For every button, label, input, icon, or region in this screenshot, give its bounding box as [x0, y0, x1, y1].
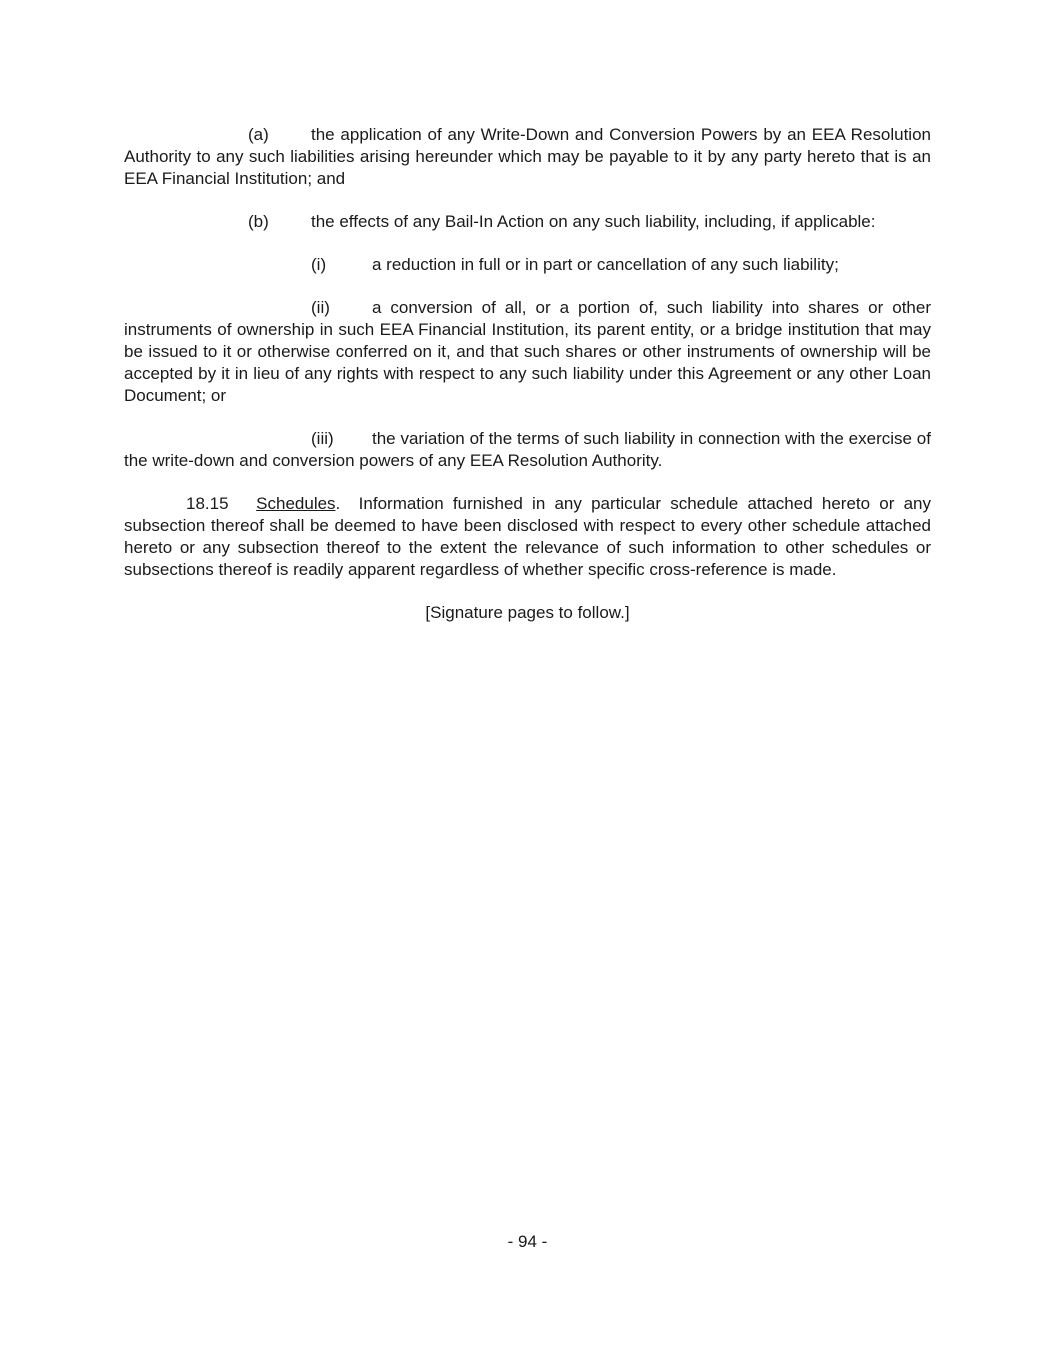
clause-iii-label: (iii) [311, 429, 334, 448]
document-body [124, 124, 931, 641]
clause-a-text: the application of any Write-Down and Conversion Powers by an EEA Resolution Authority to any such liabilities arising hereunder which may be payable to it by any party hereto that is an EEA Financial Institution; and [124, 125, 931, 188]
clause-i-label: (i) [311, 255, 327, 274]
clause-b [124, 211, 931, 233]
clause-b-text: the effects of any Bail-In Action on any such liability, including, if applicable: [311, 212, 876, 231]
clause-iii [124, 428, 931, 472]
clause-i [124, 254, 931, 276]
section-number: 18.15 [186, 494, 229, 513]
clause-ii [124, 297, 931, 407]
section-18-15: 18.15 Schedules. Information furnished in any particular schedule attached hereto or any subsection thereof shall be deemed to have been disclosed with respect to every other schedule attached hereto or any subsection thereof to the extent the relevance of such information to other schedules or subsections thereof is readily apparent regardless of whether specific cross-reference is made. [124, 494, 931, 579]
section-text: Information furnished in any particular schedule attached hereto or any subsection thereof shall be deemed to have been disclosed with respect to every other schedule attached hereto or any subsection thereof to the extent the relevance of such information to other schedules or subsections thereof is readily apparent regardless of whether specific cross-reference is made. [124, 494, 931, 579]
clause-a [124, 124, 931, 190]
clause-iii-text: the variation of the terms of such liability in connection with the exercise of the write-down and conversion powers of any EEA Resolution Authority. [124, 429, 931, 470]
signature-note: [Signature pages to follow.] [425, 603, 630, 622]
clause-i-text: a reduction in full or in part or cancellation of any such liability; [372, 255, 839, 274]
clause-a-label: (a) [248, 125, 269, 144]
page-number: - 94 - [507, 1232, 548, 1251]
section-heading: Schedules [256, 494, 336, 513]
clause-b-label: (b) [248, 212, 269, 231]
clause-ii-text: a conversion of all, or a portion of, such liability into shares or other instruments of ownership in such EEA Financial Institution, its parent entity, or a bridge institution that may be issued to it or otherwise conferred on it, and that such shares or other instruments of ownership will be accepted by it in lieu of any rights with respect to any such liability under this Agreement or any other Loan Document; or [124, 298, 931, 405]
clause-ii-label: (ii) [311, 298, 330, 317]
